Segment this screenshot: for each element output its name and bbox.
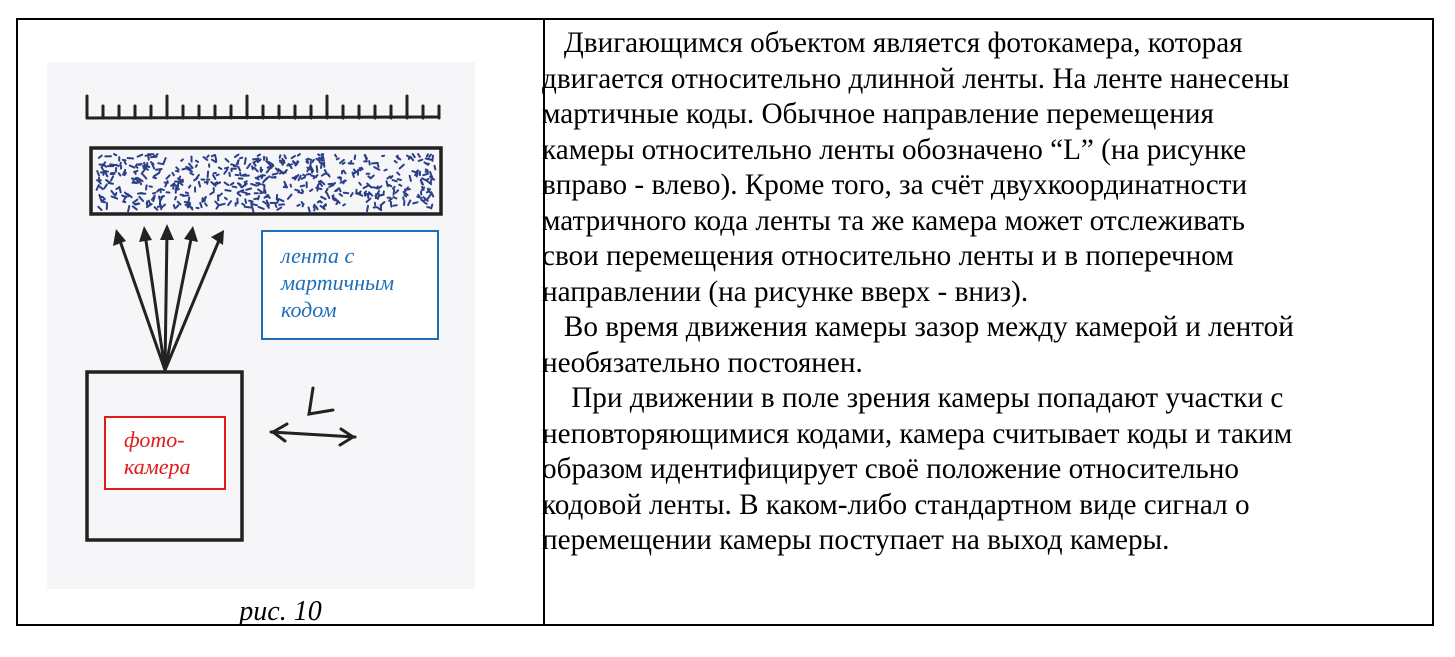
code-dot — [268, 195, 270, 198]
text-line: Двигающимся объектом является фотокамера, которая — [542, 27, 1243, 59]
text-line: свои перемещения относительно ленты и в поперечном — [542, 240, 1234, 272]
code-dot — [173, 186, 174, 189]
code-dot — [365, 155, 366, 160]
code-dot — [200, 203, 202, 207]
code-dot — [365, 194, 366, 196]
text-line: двигается относительно длинной ленты. На ленте нанесены — [542, 62, 1290, 95]
code-dot — [246, 189, 251, 190]
code-dot — [176, 187, 177, 193]
text-line: камеры относительно ленты обозначено “L” (на рисунке — [542, 133, 1247, 166]
code-dot — [343, 204, 345, 205]
code-dot — [295, 190, 299, 191]
camera-label-line: камера — [124, 454, 191, 479]
code-dot — [270, 167, 272, 168]
code-dot — [368, 194, 369, 198]
code-dot — [302, 190, 303, 192]
code-dot — [116, 188, 119, 189]
code-dot — [161, 189, 164, 190]
code-dot — [372, 163, 378, 164]
code-dot — [252, 204, 257, 205]
code-dot — [175, 197, 176, 200]
code-dot — [368, 176, 370, 177]
code-dot — [104, 171, 108, 172]
code-dot — [319, 201, 322, 202]
code-dot — [343, 163, 345, 164]
code-dot — [245, 199, 246, 203]
code-dot — [360, 168, 361, 170]
code-dot — [178, 183, 179, 188]
code-dot — [153, 193, 155, 194]
code-dot — [427, 207, 430, 208]
code-dot — [256, 178, 259, 180]
code-dot — [116, 165, 118, 166]
code-dot — [278, 200, 279, 203]
code-dot — [412, 171, 415, 172]
code-dot — [318, 154, 320, 155]
code-dot — [432, 156, 433, 161]
code-dot — [114, 154, 116, 155]
code-dot — [426, 159, 431, 160]
code-dot — [393, 180, 397, 181]
code-dot — [146, 185, 147, 189]
code-dot — [308, 159, 311, 160]
code-dot — [291, 185, 292, 187]
figure-caption: рис. 10 — [239, 596, 322, 627]
code-dot — [249, 201, 253, 202]
code-dot — [298, 154, 300, 156]
code-dot — [229, 173, 230, 176]
code-dot — [215, 155, 216, 161]
text-line: матричного кода ленты та же камера может отслеживать — [542, 204, 1245, 237]
code-dot — [137, 164, 142, 165]
code-dot — [284, 155, 286, 158]
code-dot — [367, 206, 368, 211]
camera-label-line: фото- — [124, 427, 185, 452]
code-dot — [378, 164, 379, 167]
code-dot — [421, 200, 423, 202]
code-dot — [238, 183, 241, 184]
text-line: неповторяющимися кодами, камера считывает коды и таким — [542, 417, 1293, 450]
code-dot — [205, 182, 207, 183]
code-dot — [148, 156, 149, 160]
text-line: образом идентифицирует своё положение относительно — [542, 453, 1239, 485]
code-dot — [410, 176, 411, 181]
code-dot — [389, 185, 392, 186]
code-dot — [335, 155, 336, 157]
code-dot — [181, 180, 183, 181]
code-dot — [395, 161, 397, 162]
code-dot — [124, 197, 125, 200]
code-dot — [321, 163, 322, 168]
code-dot — [350, 161, 351, 164]
code-dot — [303, 175, 305, 176]
code-dot — [431, 205, 432, 209]
code-dot — [214, 173, 216, 174]
code-dot — [258, 183, 259, 185]
code-dot — [183, 195, 188, 196]
code-dot — [240, 158, 242, 159]
code-dot — [225, 198, 227, 199]
code-dot — [317, 166, 318, 172]
code-dot — [134, 171, 138, 172]
code-dot — [102, 167, 103, 169]
code-dot — [136, 166, 138, 168]
code-dot — [393, 205, 397, 206]
code-dot — [287, 164, 292, 165]
code-dot — [267, 206, 269, 208]
code-dot — [181, 159, 183, 160]
code-dot — [261, 170, 262, 172]
code-dot — [313, 160, 314, 162]
code-dot — [340, 177, 341, 180]
code-dot — [245, 207, 251, 208]
code-dot — [243, 185, 245, 187]
code-dot — [354, 170, 355, 172]
code-dot — [280, 155, 281, 158]
code-dot — [136, 203, 139, 204]
code-dot — [258, 155, 260, 156]
code-dot — [123, 160, 126, 161]
text-line: направлении (на рисунке вверх - вниз). — [542, 275, 1029, 308]
code-dot — [150, 186, 152, 187]
code-dot — [153, 177, 156, 178]
code-dot — [101, 197, 104, 198]
code-dot — [310, 189, 312, 191]
text-line: Во время движения камеры зазор между камерой и лентой — [542, 311, 1294, 343]
text-line: кодовой ленты. В каком-либо стандартном виде сигнал о — [542, 488, 1250, 521]
code-dot — [160, 189, 161, 192]
code-dot — [391, 176, 393, 178]
code-dot — [196, 165, 197, 167]
code-dot — [199, 182, 200, 187]
code-dot — [276, 205, 277, 207]
code-dot — [158, 163, 163, 164]
camera-label-box — [104, 416, 226, 490]
code-dot — [123, 202, 125, 203]
code-dot — [394, 197, 397, 198]
code-dot — [245, 158, 246, 164]
code-dot — [427, 154, 428, 156]
code-dot — [208, 172, 209, 178]
tape-label-line: мартичным — [281, 270, 394, 295]
code-dot — [252, 166, 253, 169]
code-dot — [398, 156, 399, 159]
code-dot — [233, 187, 237, 188]
code-dot — [394, 190, 395, 195]
code-dot — [417, 197, 421, 198]
code-dot — [231, 164, 235, 165]
code-dot — [109, 183, 113, 184]
code-dot — [186, 205, 189, 206]
code-dot — [369, 161, 370, 164]
code-dot — [196, 161, 198, 162]
code-dot — [391, 202, 392, 207]
code-dot — [156, 154, 157, 156]
code-dot — [220, 204, 225, 205]
code-dot — [404, 195, 406, 197]
code-dot — [242, 192, 247, 193]
code-dot — [393, 187, 395, 189]
text-line: необязательно постоянен. — [542, 346, 863, 379]
code-dot — [217, 175, 219, 176]
code-dot — [138, 193, 142, 194]
code-dot — [423, 174, 428, 175]
code-dot — [372, 187, 376, 188]
code-dot — [144, 163, 145, 165]
code-dot — [225, 190, 230, 191]
code-dot — [435, 166, 436, 170]
code-dot — [102, 202, 106, 203]
code-dot — [207, 156, 209, 158]
code-dot — [258, 196, 259, 199]
code-dot — [239, 167, 241, 170]
code-dot — [205, 204, 207, 206]
code-dot — [178, 179, 180, 180]
code-dot — [340, 194, 343, 196]
code-dot — [174, 205, 175, 208]
text-line: мартичные коды. Обычное направление перемещения — [542, 98, 1214, 130]
code-dot — [110, 164, 115, 165]
code-dot — [185, 202, 190, 203]
code-dot — [302, 202, 304, 204]
text-line: вправо - влево). Кроме того, за счёт двухкоординатности — [542, 169, 1248, 201]
code-dot — [297, 161, 298, 164]
code-dot — [359, 183, 361, 185]
code-dot — [378, 194, 379, 199]
code-dot — [344, 193, 349, 194]
code-dot — [242, 204, 244, 206]
code-dot — [119, 173, 121, 175]
code-dot — [355, 155, 356, 159]
code-dot — [186, 192, 188, 193]
code-dot — [301, 186, 305, 187]
code-dot — [328, 174, 329, 176]
code-dot — [183, 169, 186, 170]
code-dot — [125, 162, 126, 164]
code-dot — [314, 205, 315, 207]
tape-label-line: лента с — [281, 243, 355, 268]
code-dot — [298, 192, 302, 193]
code-dot — [387, 181, 388, 186]
code-dot — [337, 159, 339, 160]
code-dot — [225, 168, 228, 169]
code-dot — [146, 155, 151, 156]
text-line: При движении в поле зрения камеры попадают участки с — [542, 382, 1284, 414]
code-dot — [417, 171, 418, 174]
code-dot — [128, 158, 133, 159]
code-dot — [176, 171, 178, 172]
code-dot — [306, 162, 308, 163]
description-text — [542, 26, 1422, 559]
code-dot — [399, 185, 401, 186]
code-dot — [273, 173, 278, 174]
code-dot — [189, 186, 191, 188]
tape-label-line: кодом — [281, 297, 337, 322]
code-dot — [398, 179, 401, 180]
code-dot — [426, 169, 428, 170]
code-dot — [156, 169, 162, 170]
code-dot — [161, 204, 162, 209]
code-dot — [424, 202, 427, 204]
code-dot — [426, 172, 428, 173]
code-dot — [280, 160, 282, 162]
code-dot — [149, 201, 150, 205]
code-dot — [316, 188, 321, 189]
code-dot — [375, 196, 376, 198]
code-dot — [413, 202, 417, 203]
code-dot — [267, 158, 268, 161]
code-dot — [120, 163, 121, 165]
code-dot — [383, 192, 384, 195]
text-line: перемещении камеры поступает на выход камеры. — [542, 524, 1170, 556]
tape-label-box — [261, 230, 439, 340]
code-dot — [307, 174, 310, 175]
code-dot — [384, 170, 386, 171]
code-dot — [219, 168, 222, 170]
code-dot — [419, 160, 423, 161]
code-dot — [297, 205, 299, 206]
code-dot — [128, 206, 129, 211]
code-dot — [172, 173, 174, 175]
code-dot — [190, 173, 193, 175]
